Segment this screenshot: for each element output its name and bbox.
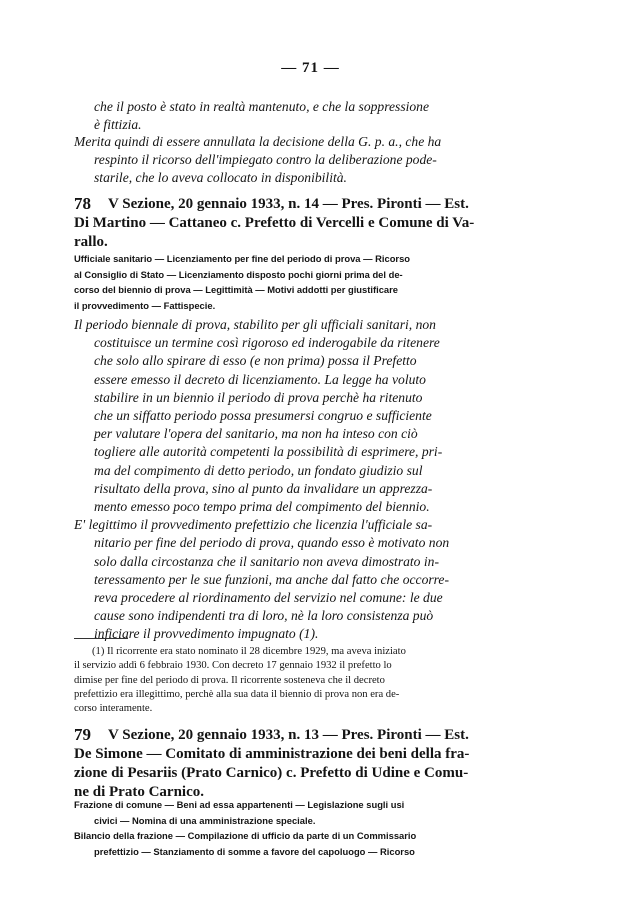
heading-line: zione di Pesariis (Prato Carnico) c. Prefetto di Udine e Comu- <box>74 765 469 781</box>
text-line: reva procedere al riordinamento del servizio nel comune: le due <box>94 590 443 606</box>
text-line: stabilire in un biennio il periodo di prova perchè ha ritenuto <box>94 389 423 405</box>
text-line: costituisce un termine così rigoroso ed inderogabile da ritenere <box>94 335 440 351</box>
footnote-line: prefettizio era illegittimo, perchè alla sua data il biennio di prova non era de- <box>74 688 400 700</box>
text-line: starile, che lo aveva collocato in disponibilità. <box>94 169 347 185</box>
heading-line: ne di Prato Carnico. <box>74 784 204 800</box>
heading-line: Di Martino — Cattaneo c. Prefetto di Vercelli e Comune di Va- <box>74 215 475 231</box>
keyword-line: Frazione di comune — Beni ad essa appartenenti — Legislazione sugli usi <box>74 799 405 810</box>
text-line: risultato della prova, sino al punto da invalidare un apprezza- <box>94 480 433 496</box>
text-line: che il posto è stato in realtà mantenuto, e che la soppressione <box>94 99 430 114</box>
heading-line: De Simone — Comitato di amministrazione dei beni della fra- <box>74 746 470 762</box>
keyword-line: il provvedimento — Fattispecie. <box>74 299 216 311</box>
text-line: solo dalla circostanza che il sanitario non aveva dimostrato in- <box>94 553 439 569</box>
text-line: che solo allo spirare di esso (e non prima) possa il Prefetto <box>94 353 417 369</box>
text-line: mento emesso poco tempo prima del compimento del biennio. <box>94 499 430 515</box>
keyword-line: civici — Nomina di una amministrazione speciale. <box>94 814 316 826</box>
heading-line: V Sezione, 20 gennaio 1933, n. 13 — Pres. Pironti — Est. <box>108 727 469 743</box>
text-line: essere emesso il decreto di licenziamento. La legge ha voluto <box>94 371 426 387</box>
footnote-line: corso interamente. <box>74 703 153 715</box>
keyword-line: Ufficiale sanitario — Licenziamento per fine del periodo di prova — Ricorso <box>74 253 411 264</box>
text-line: che un siffatto periodo possa presumersi congruo e sufficiente <box>94 408 432 424</box>
text-line: togliere alle autorità competenti la possibilità di esprimere, pri- <box>94 444 443 460</box>
text-line: Merita quindi di essere annullata la decisione della G. p. a., che ha <box>74 134 442 150</box>
text-line: teressamento per le sue funzioni, ma anche dal fatto che occorre- <box>94 571 449 587</box>
heading-line: V Sezione, 20 gennaio 1933, n. 14 — Pres. Pironti — Est. <box>108 196 469 212</box>
decision-principle <box>74 316 522 644</box>
text-line: Il periodo biennale di prova, stabilito per gli ufficiali sanitari, non <box>74 317 436 332</box>
text-line: è fittizia. <box>94 116 142 132</box>
massima-keywords <box>74 251 524 313</box>
keyword-line: Bilancio della frazione — Compilazione di ufficio da parte di un Commissario <box>74 830 417 841</box>
decision-number: 78 <box>74 194 91 213</box>
heading-line: rallo. <box>74 234 108 250</box>
footnote-line: dimise per fine del periodo di prova. Il ricorrente sosteneva che il decreto <box>74 674 385 686</box>
text-line: ma del compimento di detto periodo, un fondato giudizio sul <box>94 462 423 478</box>
text-line: cause sono indipendenti tra di loro, nè la loro consistenza può <box>94 608 434 624</box>
text-line: nitario per fine del periodo di prova, quando esso è motivato non <box>94 535 450 551</box>
text-line: E' legittimo il provvedimento prefettizio che licenzia l'ufficiale sa- <box>74 517 433 533</box>
text-line: respinto il ricorso dell'impiegato contro la deliberazione pode- <box>94 152 437 168</box>
keyword-line: al Consiglio di Stato — Licenziamento disposto pochi giorni prima del de- <box>74 268 403 280</box>
footnote <box>74 645 524 716</box>
footnote-line: (1) Il ricorrente era stato nominato il 28 dicembre 1929, ma aveva iniziato <box>92 646 406 657</box>
keyword-line: prefettizio — Stanziamento di somme a favore del capoluogo — Ricorso <box>94 845 415 857</box>
page-number: — 71 — <box>281 60 340 76</box>
footnote-line: il servizio addì 6 febbraio 1930. Con decreto 17 gennaio 1932 il prefetto lo <box>74 660 392 672</box>
keyword-line: corso del biennio di prova — Legittimità — Motivi addotti per giustificare <box>74 284 398 295</box>
massima-keywords <box>74 797 524 859</box>
previous-decision-conclusion <box>74 98 522 187</box>
text-line: per valutare l'opera del sanitario, ma non ha inteso con ciò <box>94 426 418 442</box>
decision-number: 79 <box>74 725 91 744</box>
footnote-divider <box>74 638 128 639</box>
text-line: inficiare il provvedimento impugnato (1). <box>94 626 319 642</box>
